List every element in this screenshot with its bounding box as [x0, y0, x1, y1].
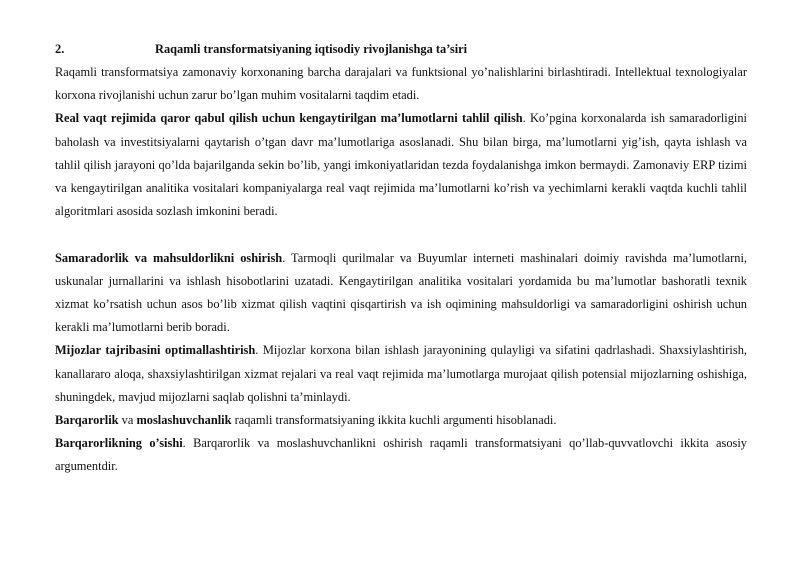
paragraph-customer-experience-heading: Mijozlar tajribasini optimallashtirish	[55, 343, 256, 358]
paragraph-realtime-analytics-heading: Real vaqt rejimida qaror qabul qilish uchun kengaytirilgan ma’lumotlarni tahlil qilish	[55, 111, 523, 126]
intro-text: Raqamli transformatsiya zamonaviy korxonaning barcha darajalari va funktsional yo’nalishlarini birlashtiradi. Intellektual texnologiyalar korxona rivojlanishi uchun zarur bo’lgan muhim vositalarni taqdim etadi.	[55, 65, 747, 103]
section-title: Raqamli transformatsiyaning iqtisodiy rivojlanishga ta’siri	[155, 42, 468, 56]
paragraph-sustainability-growth	[55, 432, 747, 478]
flexibility-term: moslashuvchanlik	[136, 413, 232, 428]
paragraph-efficiency	[55, 247, 747, 340]
paragraph-customer-experience	[55, 339, 747, 409]
paragraph-sustainability-growth-heading: Barqarorlikning o’sishi	[55, 436, 183, 451]
paragraph-sustainability-growth-text: . Barqarorlik va moslashuvchanlikni oshirish raqamli transformatsiyani qo’llab-quvvatlovchi ikkita asosiy argumentdir.	[55, 436, 747, 474]
blank-line	[55, 223, 747, 246]
paragraph-sustainability-flexibility	[55, 409, 747, 432]
paragraph-customer-experience-text: . Mijozlar korxona bilan ishlash jarayonining qulayligi va sifatini qadrlashadi. Shaxsiylashtirish, kanallararo aloqa, shaxsiylashtirilgan xizmat rejalari va real vaqt rejimida ma’lumotlarga murojaat qilish potensial mijozlarning oshishiga, shuningdek, mavjud mijozlarni saqlab qolishni ta’minlaydi.	[55, 343, 747, 404]
section-number: 2.	[55, 42, 65, 56]
paragraph-efficiency-heading: Samaradorlik va mahsuldorlikni oshirish	[55, 250, 283, 265]
paragraph-efficiency-text: . Tarmoqli qurilmalar va Buyumlar interneti mashinalari doimiy ravishda ma’lumotlarni, uskunalar jurnallarini va ishlash hisobotlarini uzatadi. Kengaytirilgan analitika vositalari yordamida bu ma’lumotlar bashoratli texnik xizmat ko’rsatish uchun asos bo’lib xizmat qilish vaqtini qisqartirish va ish oqimining mahsuldorligi va samaradorligini oshirish uchun kerakli ma’lumotlarni berib boradi.	[55, 250, 747, 335]
intro-paragraph	[55, 61, 747, 107]
connector-text: va	[118, 413, 137, 428]
document-page	[55, 38, 747, 479]
section-heading	[55, 38, 747, 61]
paragraph-sustainability-flexibility-text: raqamli transformatsiyaning ikkita kuchli argumenti hisoblanadi.	[231, 413, 557, 428]
paragraph-realtime-analytics	[55, 107, 747, 223]
sustainability-term: Barqarorlik	[55, 413, 119, 428]
paragraph-realtime-analytics-text: . Ko’pgina korxonalarda ish samaradorligini baholash va investitsiyalarni qaytarish o’tgan davr ma’lumotlariga asoslanadi. Shu bilan birga, ma’lumotlarni yig’ish, qayta ishlash va tahlil qilish jarayoni qo’lda bajarilganda sekin bo’lib, yangi imkoniyatlaridan tezda foydalanishga imkon bermaydi. Zamonaviy ERP tizimi va kengaytirilgan analitika vositalari kompaniyalarga real vaqt rejimida ma’lumotlarni ko’rish va yechimlarni kerakli vaqtda kuchli tahlil algoritmlari asosida sozlash imkonini beradi.	[55, 111, 748, 219]
